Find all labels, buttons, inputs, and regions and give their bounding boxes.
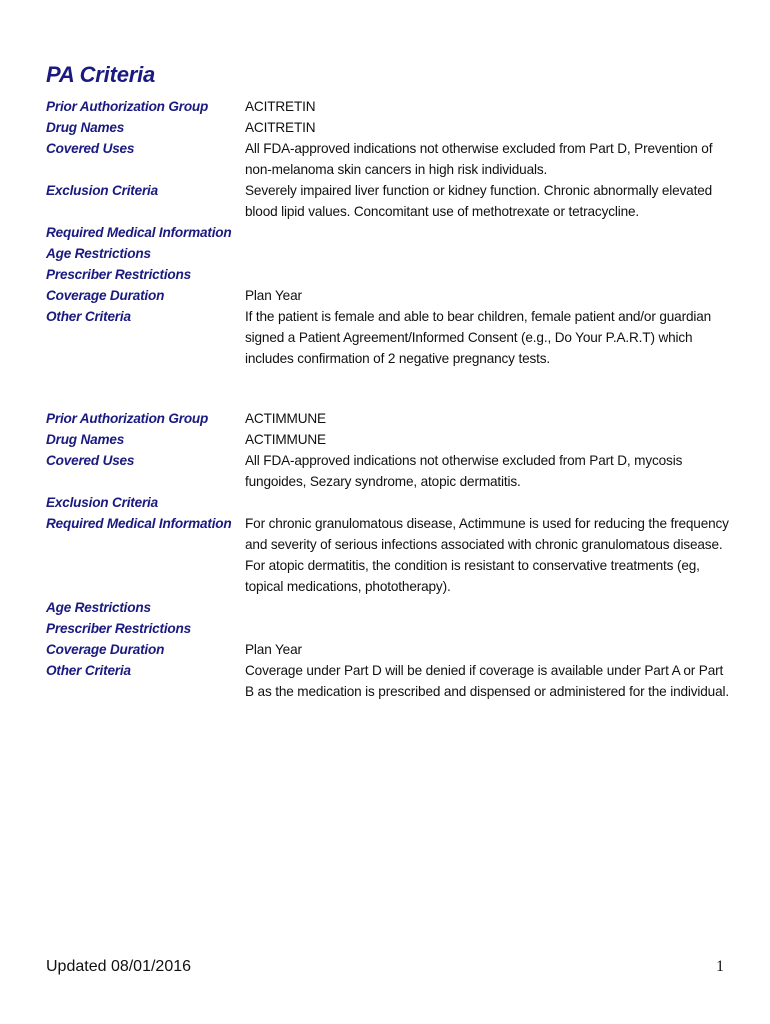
field-value <box>245 264 730 285</box>
field-label: Prescriber Restrictions <box>46 621 191 636</box>
page-number: 1 <box>716 958 724 975</box>
criteria-row <box>46 96 736 117</box>
field-value: All FDA-approved indications not otherwise excluded from Part D, Prevention of non-melanoma skin cancers in high risk individuals. <box>245 141 713 177</box>
field-label: Drug Names <box>46 432 125 447</box>
field-value: Plan Year <box>245 642 302 657</box>
criteria-row <box>46 492 736 513</box>
field-value <box>245 243 730 264</box>
field-label: Exclusion Criteria <box>46 183 158 198</box>
criteria-row <box>46 660 736 702</box>
field-value: Plan Year <box>245 288 302 303</box>
field-value: Severely impaired liver function or kidney function. Chronic abnormally elevated blood lipid values. Concomitant use of methotrexate or tetracycline. <box>245 183 713 219</box>
footer-updated-date: Updated 08/01/2016 <box>46 958 192 975</box>
criteria-row <box>46 429 736 450</box>
field-value <box>245 618 730 639</box>
field-label: Drug Names <box>46 120 125 135</box>
field-label: Required Medical Information <box>46 225 232 240</box>
field-label: Other Criteria <box>46 663 131 678</box>
criteria-row <box>46 243 736 264</box>
field-value: ACTIMMUNE <box>245 411 326 426</box>
field-label: Age Restrictions <box>46 246 151 261</box>
field-value: ACITRETIN <box>245 99 316 114</box>
field-value <box>245 492 730 513</box>
criteria-row <box>46 264 736 285</box>
field-value: ACTIMMUNE <box>245 432 326 447</box>
field-value: For chronic granulomatous disease, Actimmune is used for reducing the frequency and severity of serious infections associated with chronic granulomatous disease. For atopic dermatitis, the condition is resistant to conservative treatments (eg, topical medications, phototherapy). <box>245 516 729 594</box>
criteria-row <box>46 138 736 180</box>
field-value: All FDA-approved indications not otherwise excluded from Part D, mycosis fungoides, Sezary syndrome, atopic dermatitis. <box>245 453 683 489</box>
page-title: PA Criteria <box>46 62 156 87</box>
field-value: Coverage under Part D will be denied if coverage is available under Part A or Part B as the medication is prescribed and dispensed or administered for the individual. <box>245 663 730 699</box>
field-value <box>245 597 730 618</box>
field-label: Covered Uses <box>46 453 135 468</box>
field-label: Exclusion Criteria <box>46 495 158 510</box>
field-label: Other Criteria <box>46 309 131 324</box>
field-label: Age Restrictions <box>46 600 151 615</box>
criteria-section-acitretin <box>46 96 736 369</box>
field-value: ACITRETIN <box>245 120 316 135</box>
criteria-row <box>46 306 736 369</box>
criteria-row <box>46 285 736 306</box>
criteria-row <box>46 639 736 660</box>
field-label: Prior Authorization Group <box>46 411 209 426</box>
criteria-section-actimmune <box>46 408 736 702</box>
criteria-row <box>46 513 736 597</box>
field-label: Covered Uses <box>46 141 135 156</box>
criteria-row <box>46 618 736 639</box>
field-value: If the patient is female and able to bear children, female patient and/or guardian signed a Patient Agreement/Informed Consent (e.g., Do Your P.A.R.T) which includes confirmation of 2 negative pregnancy tests. <box>245 309 712 366</box>
field-label: Coverage Duration <box>46 288 165 303</box>
criteria-row <box>46 117 736 138</box>
criteria-row <box>46 222 736 243</box>
field-label: Coverage Duration <box>46 642 165 657</box>
criteria-row <box>46 180 736 222</box>
criteria-row <box>46 408 736 429</box>
field-label: Prior Authorization Group <box>46 99 209 114</box>
field-label: Prescriber Restrictions <box>46 267 191 282</box>
criteria-row <box>46 450 736 492</box>
field-value <box>245 222 730 243</box>
field-label: Required Medical Information <box>46 516 232 531</box>
criteria-row <box>46 597 736 618</box>
